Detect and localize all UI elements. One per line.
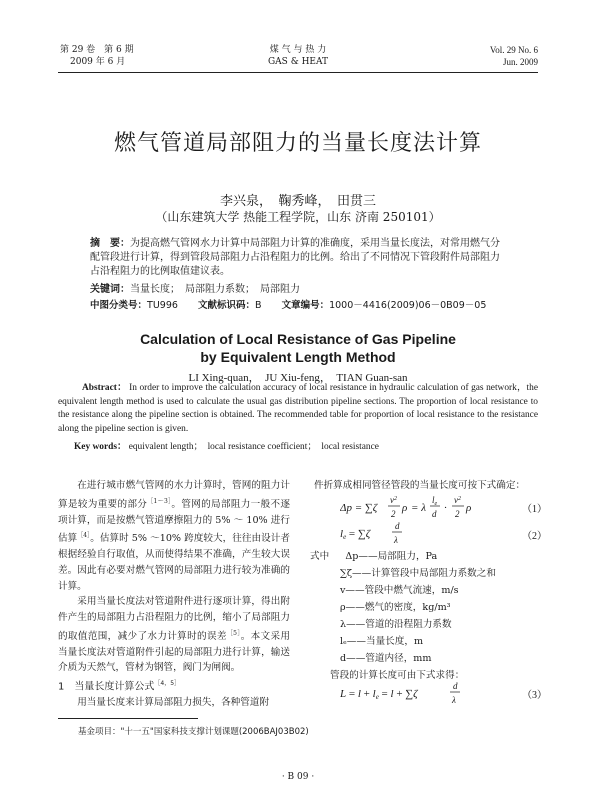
definition-5: lₑ——当量长度，m: [340, 636, 424, 647]
definition-line-0: [310, 548, 540, 565]
section-1-heading: [58, 676, 290, 695]
article-no-value: 1000－4416(2009)06－0B09－05: [329, 300, 487, 311]
definition-3: ρ——燃气的密度，kg/m³: [340, 602, 451, 613]
keywords-en-text: equivalent length； local resistance coefficient； local resistance: [128, 442, 379, 452]
header-rule: [58, 72, 538, 73]
p1-text-a: 在进行城市燃气管网的水力计算时，管网的阻力计算是较为重要的部分: [58, 480, 290, 510]
keywords-cn-text: 当量长度； 局部阻力系数； 局部阻力: [130, 284, 300, 295]
body-left-column: [58, 478, 290, 711]
body-paragraph-2: [58, 594, 290, 676]
date-en: Jun. 2009: [502, 57, 538, 67]
classification-line: [90, 299, 508, 313]
svg-text:·: ·: [444, 502, 447, 514]
abstract-en-label: Abstract：: [82, 383, 127, 393]
title-en-line1: Calculation of Local Resistance of Gas Pipeline: [140, 331, 456, 347]
where-label: 式中: [310, 551, 330, 562]
citation-4: ［4］: [77, 532, 91, 540]
header-right: [490, 44, 538, 68]
title-cn: 燃气管道局部阻力的当量长度法计算: [113, 131, 482, 156]
svg-text:le = ∑ζ: le = ∑ζ: [340, 528, 371, 541]
svg-text:L = l + le = l + ∑ζ: L = l + le = l + ∑ζ: [340, 688, 418, 701]
page-number: · B 09 ·: [281, 772, 315, 782]
symbol-definitions: [310, 548, 540, 684]
class-label: 中图分类号：: [90, 300, 148, 311]
article-no-label: 文章编号：: [281, 300, 330, 311]
abstract-en-text: In order to improve the calculation accuracy of local resistance in hydraulic calculation of gas network，the equivalent length method is used to calculate the usual gas distribution pipeline sections. The proportion of local resistance to the resistance along the pipeline section is obtained. The recommended table for proportion of local resistance to the resistance along the pipeline section is given.: [58, 383, 539, 434]
footnote-rule: [58, 718, 198, 719]
svg-text:v2: $v^2$: [390, 495, 397, 505]
abstract-cn-text: 为提高燃气管网水力计算中局部阻力计算的准确度，采用当量长度法，对常用燃气分配管段进行计算，得到管段局部阻力占沿程阻力的比例。给出了不同情况下管段附件局部阻力占沿程阻力的比例取值建议表。: [90, 238, 500, 277]
p1-text-b: 。管网的局部阻力一般不逐项计算，而是按燃气管道摩擦阻力的 5% ～ 10% 进行估算: [58, 498, 291, 545]
abstract-en: [58, 382, 538, 436]
svg-text:d: d: [432, 509, 437, 519]
funding-footnote: 基金项目："十一五"国家科技支撑计划课题(2006BAJ03B02): [78, 727, 309, 737]
abstract-cn-label: 摘 要：: [90, 238, 130, 249]
svg-text:λ: λ: [452, 695, 456, 705]
title-en: [0, 330, 596, 366]
keywords-en-label: Key words：: [74, 442, 127, 452]
section-1-citation: ［4，5］: [154, 680, 181, 687]
authors-en: LI Xing-quan， JU Xiu-feng， TIAN Guan-san: [188, 372, 408, 384]
class-value: TU996: [147, 300, 178, 311]
keywords-cn: [90, 283, 508, 297]
definition-6: d——管道内径，mm: [340, 653, 432, 664]
section-1-title: 1 当量长度计算公式: [58, 681, 155, 693]
right-p1: 件折算成相同管径管段的当量长度可按下式确定：: [314, 480, 526, 491]
volume-cn: 第 29 卷 第 6 期: [60, 45, 134, 55]
keywords-en: [74, 438, 544, 452]
definition-0: Δp——局部阻力，Pa: [345, 551, 438, 562]
title-en-line2: by Equivalent Length Method: [200, 349, 396, 365]
svg-text:d: d: [395, 521, 400, 531]
body-paragraph-1: [58, 478, 290, 594]
authors-cn: 李兴泉， 鞠秀峰， 田贯三: [219, 194, 376, 209]
equation-1-svg: [340, 494, 510, 522]
doc-code-label: 文献标识码：: [197, 300, 255, 311]
svg-text:2: 2: [455, 509, 460, 519]
definition-4: λ——管道的沿程阻力系数: [340, 619, 452, 630]
svg-text:ρ: ρ: [402, 502, 408, 514]
equation-1-number: （1）: [522, 504, 547, 515]
abstract-cn: [90, 237, 508, 279]
svg-text:ρ: ρ: [466, 502, 472, 514]
right-p2: 管段的计算长度可由下式求得：: [330, 670, 465, 681]
svg-text:2: 2: [391, 509, 396, 519]
equation-3-number: （3）: [522, 690, 547, 701]
equation-2: [340, 520, 430, 551]
journal-cn: 煤 气 与 热 力: [269, 45, 327, 55]
body-paragraph-3: 用当量长度来计算局部阻力损失，各种管道附: [77, 697, 270, 709]
svg-text:d: d: [453, 681, 458, 691]
svg-text:Δp = ∑ζ: Δp = ∑ζ: [340, 502, 378, 514]
definition-1: ∑ζ——计算管段中局部阻力系数之和: [340, 568, 496, 579]
definition-2: v——管段中燃气流速，m/s: [340, 585, 459, 596]
svg-text:v2: $v^2$: [454, 495, 461, 505]
date-cn: 2009 年 6 月: [70, 57, 126, 67]
p1-text-c: 。估算时 5% ～10% 跨度较大，往往由设计者根据经验自行取值，从而使得结果不准确，产生较大误差。因此有必要对燃气管网的局部阻力进行较为准确的计算。: [58, 533, 290, 592]
doc-code-value: B: [254, 300, 262, 311]
equation-3-svg: [340, 680, 480, 708]
body-right-column: [310, 478, 540, 494]
affiliation-cn: （山东建筑大学 热能工程学院，山东 济南 250101）: [155, 210, 441, 224]
svg-text:λ: λ: [394, 535, 398, 545]
p2-text-b: 。本文采用当量长度法对管道附件引起的局部阻力进行计算，输送介质为天然气，管材为钢管，阀门为闸阀。: [58, 630, 291, 674]
equation-2-number: （2）: [522, 531, 547, 542]
equation-3: [340, 680, 480, 711]
keywords-cn-label: 关键词：: [90, 284, 130, 295]
citation-5: ［5］: [226, 629, 241, 637]
journal-en: GAS & HEAT: [267, 57, 329, 67]
p2-text-a: 采用当量长度法对管道附件进行逐项计算，得出附件产生的局部阻力占沿程阻力的比例，缩小了局部阻力的取值范围，减少了水力计算时的误差: [58, 596, 290, 642]
svg-text:= λ: = λ: [411, 502, 426, 514]
svg-text:le: $l_e$: [432, 495, 438, 507]
equation-2-svg: [340, 520, 430, 548]
citation-1-3: ［1～3］: [147, 497, 172, 505]
volume-en: Vol. 29 No. 6: [489, 45, 538, 55]
